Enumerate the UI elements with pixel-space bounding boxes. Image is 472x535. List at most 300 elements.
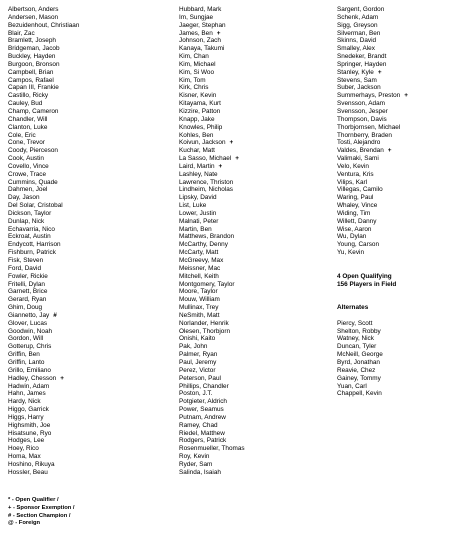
player-name-text: Malnati, Peter — [179, 217, 219, 225]
player-name-text: Castillo, Ricky — [8, 92, 49, 100]
player-name-text: Burgoon, Bronson — [8, 60, 60, 68]
player-name-text: Del Solar, Cristobal — [8, 202, 63, 210]
player-name — [337, 367, 467, 375]
player-name-text: Hardy, Nick — [8, 398, 41, 406]
player-name-text: Valimaki, Sami — [337, 155, 379, 163]
player-name — [8, 437, 168, 445]
player-name — [8, 124, 168, 132]
player-name — [337, 249, 467, 257]
player-name — [8, 100, 168, 108]
player-name — [179, 179, 329, 187]
player-name-text: Eckroat, Austin — [8, 233, 51, 241]
player-name-text: Dahmen, Joel — [8, 186, 48, 194]
player-name — [179, 100, 329, 108]
player-name-text: Lawrence, Thriston — [179, 178, 234, 186]
player-name — [8, 390, 168, 398]
player-name — [179, 257, 329, 265]
player-name — [8, 265, 168, 273]
player-name — [8, 61, 168, 69]
player-name — [337, 139, 467, 147]
player-name-text: Thorbjornsen, Michael — [337, 123, 401, 131]
player-name — [8, 69, 168, 77]
player-name — [8, 383, 168, 391]
player-name-text: Hadwin, Adam — [8, 382, 50, 390]
player-name — [8, 249, 168, 257]
player-name — [179, 249, 329, 257]
player-name-text: Bezuidenhout, Christiaan — [8, 21, 80, 29]
player-name-text: Meissner, Mac — [179, 264, 221, 272]
player-name — [8, 304, 168, 312]
player-name — [179, 77, 329, 85]
entry-status-mark: + — [216, 29, 221, 37]
player-name-text: Ramey, Chad — [179, 421, 218, 429]
player-name — [8, 422, 168, 430]
player-name — [8, 37, 168, 45]
player-name — [337, 328, 467, 336]
player-name — [8, 414, 168, 422]
player-name-text: Piercy, Scott — [337, 319, 373, 327]
player-name-text: Kisner, Kevin — [179, 92, 217, 100]
player-name-text: Homa, Max — [8, 453, 41, 461]
player-name — [179, 37, 329, 45]
player-name-text: Grillo, Emiliano — [8, 366, 51, 374]
player-name — [8, 155, 168, 163]
player-name-text: Yu, Kevin — [337, 249, 365, 257]
player-name — [179, 265, 329, 273]
player-name — [179, 116, 329, 124]
player-name-text: Capan III, Frankie — [8, 84, 59, 92]
player-name-text: Ventura, Kris — [337, 170, 374, 178]
player-name-text: Blair, Zac — [8, 29, 35, 37]
player-name — [179, 218, 329, 226]
player-name-text: Kohles, Ben — [179, 131, 214, 139]
player-name-text: Sigg, Greyson — [337, 21, 378, 29]
player-name — [179, 124, 329, 132]
player-column-1 — [8, 6, 168, 477]
player-name — [8, 22, 168, 30]
player-name-text: Springer, Hayden — [337, 60, 387, 68]
player-name — [337, 171, 467, 179]
player-name — [337, 61, 467, 69]
player-name — [8, 163, 168, 171]
player-name-text: La Sasso, Michael — [179, 155, 232, 163]
player-name — [179, 359, 329, 367]
player-name — [8, 186, 168, 194]
player-name — [337, 22, 467, 30]
player-name-text: Phillips, Chandler — [179, 382, 229, 390]
player-name-text: Sargent, Gordon — [337, 6, 385, 13]
player-name-text: Matthews, Brandon — [179, 233, 235, 241]
player-name — [8, 226, 168, 234]
player-name-text: Gotterup, Chris — [8, 343, 52, 351]
player-name — [179, 328, 329, 336]
player-name — [179, 186, 329, 194]
player-name-text: Kuchar, Matt — [179, 147, 215, 155]
player-name-text: Thompson, Davis — [337, 115, 387, 123]
player-name — [8, 6, 168, 14]
player-name-text: Vilips, Karl — [337, 178, 368, 186]
player-name-text: Svensson, Jesper — [337, 107, 388, 115]
player-name-text: Cook, Austin — [8, 155, 44, 163]
player-name-text: Perez, Victor — [179, 366, 216, 374]
player-name — [179, 461, 329, 469]
player-name-text: Ford, David — [8, 264, 42, 272]
player-name-text: Mouw, William — [179, 296, 220, 304]
player-name-text: Buckley, Hayden — [8, 53, 56, 61]
player-name — [179, 92, 329, 100]
player-name-text: Yuan, Carl — [337, 382, 367, 390]
player-name — [179, 139, 329, 147]
player-list — [337, 6, 467, 257]
player-name-text: Stanley, Kyle — [337, 68, 374, 76]
player-name — [8, 84, 168, 92]
player-name-text: Gordon, Will — [8, 335, 44, 343]
player-name-text: Martin, Ben — [179, 225, 212, 233]
player-name-text: Salinda, Isaiah — [179, 468, 221, 476]
player-name — [8, 453, 168, 461]
player-name-text: Young, Carson — [337, 241, 380, 249]
player-name — [179, 335, 329, 343]
player-name — [337, 218, 467, 226]
player-name-text: Riedel, Matthew — [179, 429, 225, 437]
player-name — [179, 210, 329, 218]
player-name — [179, 273, 329, 281]
player-name-text: Villegas, Camilo — [337, 186, 383, 194]
player-name-text: Covello, Vince — [8, 162, 49, 170]
player-name — [179, 194, 329, 202]
player-name-text: Albertson, Anders — [8, 6, 59, 13]
player-name — [179, 375, 329, 383]
player-name — [337, 92, 467, 100]
player-name — [8, 406, 168, 414]
entry-status-mark: # — [53, 311, 57, 319]
player-name — [8, 179, 168, 187]
player-name-text: Champ, Cameron — [8, 107, 59, 115]
player-name-text: Glover, Lucas — [8, 319, 48, 327]
legend-sponsor-exemption: + - Sponsor Exemption / — [8, 504, 75, 511]
player-name-text: Chandler, Will — [8, 115, 48, 123]
player-name-text: Watney, Nick — [337, 335, 374, 343]
player-name-text: Wu, Dylan — [337, 233, 367, 241]
player-name-text: McCarty, Matt — [179, 249, 219, 257]
player-name-text: Bridgeman, Jacob — [8, 45, 60, 53]
player-name-text: Potgieter, Aldrich — [179, 398, 227, 406]
player-name — [8, 218, 168, 226]
player-name-text: Montgomery, Taylor — [179, 280, 235, 288]
player-name-text: Norlander, Henrik — [179, 319, 229, 327]
player-name-text: Lindheim, Nicholas — [179, 186, 233, 194]
player-name-text: Fowler, Rickie — [8, 272, 48, 280]
player-name — [179, 108, 329, 116]
player-name — [179, 171, 329, 179]
player-name-text: Goodwin, Noah — [8, 327, 53, 335]
player-name — [8, 30, 168, 38]
player-name-text: Whaley, Vince — [337, 202, 378, 210]
legend-foreign: @ - Foreign — [8, 520, 41, 527]
player-name-text: Olesen, Thorbjorn — [179, 327, 231, 335]
player-name — [337, 124, 467, 132]
player-name-text: Lipsky, David — [179, 194, 217, 202]
player-name — [337, 37, 467, 45]
player-name-text: Waring, Paul — [337, 194, 374, 202]
player-name — [337, 335, 467, 343]
player-name — [179, 422, 329, 430]
player-name — [8, 398, 168, 406]
player-name — [8, 14, 168, 22]
player-name — [179, 155, 329, 163]
player-name — [179, 45, 329, 53]
player-name — [337, 179, 467, 187]
player-name-text: Onishi, Kaito — [179, 335, 216, 343]
player-name-text: Paul, Jeremy — [179, 358, 217, 366]
player-name — [179, 296, 329, 304]
player-name — [8, 343, 168, 351]
player-name — [8, 430, 168, 438]
player-name-text: Fisk, Steven — [8, 257, 44, 264]
player-name-text: Cole, Eric — [8, 131, 36, 139]
player-name-text: Gainey, Tommy — [337, 374, 381, 382]
players-in-field-count: 156 Players in Field — [337, 280, 397, 288]
player-name — [8, 469, 168, 477]
player-name — [179, 226, 329, 234]
player-name-text: Cauley, Bud — [8, 100, 43, 108]
player-name-text: Poston, J.T. — [179, 390, 213, 398]
player-name — [8, 147, 168, 155]
player-name-text: Andersen, Mason — [8, 13, 59, 21]
player-name-text: Kim, Chan — [179, 53, 209, 61]
alternates-heading: Alternates — [337, 304, 369, 312]
player-name — [179, 367, 329, 375]
player-name-text: Cummins, Quade — [8, 178, 58, 186]
player-name-text: Byrd, Jonathan — [337, 358, 380, 366]
player-name-text: Shelton, Robby — [337, 327, 381, 335]
player-name-text: Lower, Justin — [179, 209, 217, 217]
player-name-text: Reavie, Chez — [337, 366, 376, 374]
player-column-2 — [179, 6, 329, 477]
player-name-text: Giannetto, Jay — [8, 311, 50, 319]
player-name — [179, 437, 329, 445]
player-name — [337, 186, 467, 194]
player-name — [337, 351, 467, 359]
player-name — [179, 241, 329, 249]
player-name-text: Kizzire, Patton — [179, 107, 221, 115]
player-name — [8, 116, 168, 124]
player-name — [337, 77, 467, 85]
player-name-text: Garnett, Brice — [8, 288, 48, 296]
entry-status-mark: + — [377, 68, 382, 76]
player-name-text: James, Ben — [179, 29, 213, 37]
player-name — [179, 61, 329, 69]
player-name-text: Rodgers, Patrick — [179, 437, 227, 445]
player-name-text: Endycott, Harrison — [8, 241, 61, 249]
player-name-text: Lashley, Nate — [179, 170, 218, 178]
player-name — [337, 6, 467, 14]
player-name-text: Summerhays, Preston — [337, 92, 401, 100]
player-name-text: Hoshino, Rikuya — [8, 460, 55, 468]
player-name-text: Power, Seamus — [179, 406, 224, 414]
player-name-text: Kitayama, Kurt — [179, 100, 221, 108]
player-name — [179, 30, 329, 38]
player-name-text: Griffin, Ben — [8, 351, 40, 359]
player-name-text: Kim, Tom — [179, 76, 206, 84]
entry-status-mark: + — [404, 92, 408, 100]
player-name — [179, 445, 329, 453]
entry-status-mark: + — [235, 155, 239, 163]
player-name-text: Ryder, Sam — [179, 460, 213, 468]
player-name-text: Knapp, Jake — [179, 115, 215, 123]
player-name-text: Kirk, Chris — [179, 84, 209, 92]
player-name-text: Griffin, Lanto — [8, 358, 45, 366]
player-name — [179, 22, 329, 30]
player-name-text: Tosti, Alejandro — [337, 139, 381, 147]
player-name — [8, 257, 168, 265]
player-name-text: Mullinax, Trey — [179, 304, 219, 312]
legend — [8, 497, 75, 528]
player-name-text: Velo, Kevin — [337, 162, 369, 170]
player-name — [8, 445, 168, 453]
player-name — [337, 45, 467, 53]
player-name-text: Echavarria, Nico — [8, 225, 55, 233]
player-name-text: Snedeker, Brandt — [337, 53, 387, 61]
player-name — [337, 163, 467, 171]
player-name — [8, 92, 168, 100]
player-name — [179, 414, 329, 422]
player-name — [179, 69, 329, 77]
player-name — [8, 375, 168, 383]
player-name-text: Campos, Rafael — [8, 76, 54, 84]
player-name-text: Willett, Danny — [337, 217, 377, 225]
player-name — [337, 53, 467, 61]
player-name-text: Gerard, Ryan — [8, 296, 47, 304]
player-name-text: Jaeger, Stephan — [179, 21, 226, 29]
player-name-text: Higgo, Garrick — [8, 406, 49, 414]
player-name — [337, 100, 467, 108]
player-name-text: Silverman, Ben — [337, 29, 381, 37]
player-name-text: Hisatsune, Ryo — [8, 429, 52, 437]
player-name-text: Kim, Michael — [179, 60, 216, 68]
player-name-text: Chappell, Kevin — [337, 390, 382, 398]
player-name-text: Thornberry, Braden — [337, 131, 392, 139]
player-name-text: Widing, Tim — [337, 209, 371, 217]
player-name — [337, 233, 467, 241]
player-column-3 — [337, 6, 467, 398]
player-name-text: Roy, Kevin — [179, 453, 210, 461]
player-name — [179, 163, 329, 171]
player-name — [179, 469, 329, 477]
player-name — [337, 147, 467, 155]
player-name — [8, 108, 168, 116]
player-name — [8, 171, 168, 179]
player-name — [337, 116, 467, 124]
player-name-text: Hossler, Beau — [8, 468, 48, 476]
player-name-text: Peterson, Paul — [179, 374, 221, 382]
player-name — [179, 281, 329, 289]
player-name-text: Kanaya, Takumi — [179, 45, 225, 53]
alternates-list — [337, 320, 467, 398]
player-name — [337, 210, 467, 218]
player-name — [8, 359, 168, 367]
player-name — [8, 233, 168, 241]
player-name — [8, 202, 168, 210]
player-name — [179, 320, 329, 328]
player-name — [179, 453, 329, 461]
player-name-text: Duncan, Tyler — [337, 343, 377, 351]
player-name-text: Dunlap, Nick — [8, 217, 45, 225]
player-name-text: Bramlett, Joseph — [8, 37, 56, 45]
player-name-text: Putnam, Andrew — [179, 413, 226, 421]
player-name-text: Suber, Jackson — [337, 84, 381, 92]
player-name-text: Cone, Trevor — [8, 139, 45, 147]
player-name — [179, 398, 329, 406]
player-name — [8, 194, 168, 202]
player-name — [8, 296, 168, 304]
player-name-text: Fritelli, Dylan — [8, 280, 45, 288]
player-name — [179, 53, 329, 61]
player-name-text: Johnson, Zach — [179, 37, 221, 45]
player-name — [8, 273, 168, 281]
player-name — [337, 155, 467, 163]
open-qualifying-count: 4 Open Qualifying — [337, 272, 392, 280]
player-name — [8, 45, 168, 53]
player-name — [337, 108, 467, 116]
player-name — [179, 406, 329, 414]
player-name — [179, 343, 329, 351]
player-name-text: Mitchell, Keith — [179, 272, 219, 280]
player-name — [179, 14, 329, 22]
player-name — [179, 132, 329, 140]
player-name-text: Skinns, David — [337, 37, 377, 45]
player-name-text: Knowles, Philip — [179, 123, 223, 131]
player-name-text: Pak, John — [179, 343, 208, 351]
player-name — [337, 241, 467, 249]
player-name — [337, 194, 467, 202]
player-name — [8, 210, 168, 218]
player-name-text: McCarthy, Denny — [179, 241, 228, 249]
player-name-text: Laird, Martin — [179, 162, 215, 170]
player-name — [8, 139, 168, 147]
player-name-text: Moore, Taylor — [179, 288, 218, 296]
player-name — [8, 320, 168, 328]
player-name-text: Ghim, Doug — [8, 304, 43, 312]
player-name — [8, 312, 168, 320]
player-name-text: NeSmith, Matt — [179, 311, 220, 319]
player-name-text: Rosenmueller, Thomas — [179, 445, 245, 453]
player-name-text: Kim, Si Woo — [179, 68, 215, 76]
player-name-text: Coody, Pierceson — [8, 147, 58, 155]
player-name — [8, 53, 168, 61]
player-name — [8, 335, 168, 343]
player-name-text: Hubbard, Mark — [179, 6, 222, 13]
player-name-text: Stevens, Sam — [337, 76, 377, 84]
entry-status-mark: + — [229, 139, 234, 147]
player-name-text: Clanton, Luke — [8, 123, 48, 131]
player-name — [8, 281, 168, 289]
player-name — [337, 132, 467, 140]
player-name-text: List, Luke — [179, 202, 207, 210]
player-name — [337, 226, 467, 234]
player-name-text: Higgs, Harry — [8, 413, 44, 421]
player-name — [8, 241, 168, 249]
player-name — [8, 288, 168, 296]
player-name — [337, 375, 467, 383]
player-name-text: Highsmith, Joe — [8, 421, 51, 429]
player-name — [179, 390, 329, 398]
player-name — [179, 202, 329, 210]
player-name — [8, 367, 168, 375]
player-name — [179, 288, 329, 296]
entry-status-mark: + — [387, 147, 392, 155]
player-name — [179, 304, 329, 312]
